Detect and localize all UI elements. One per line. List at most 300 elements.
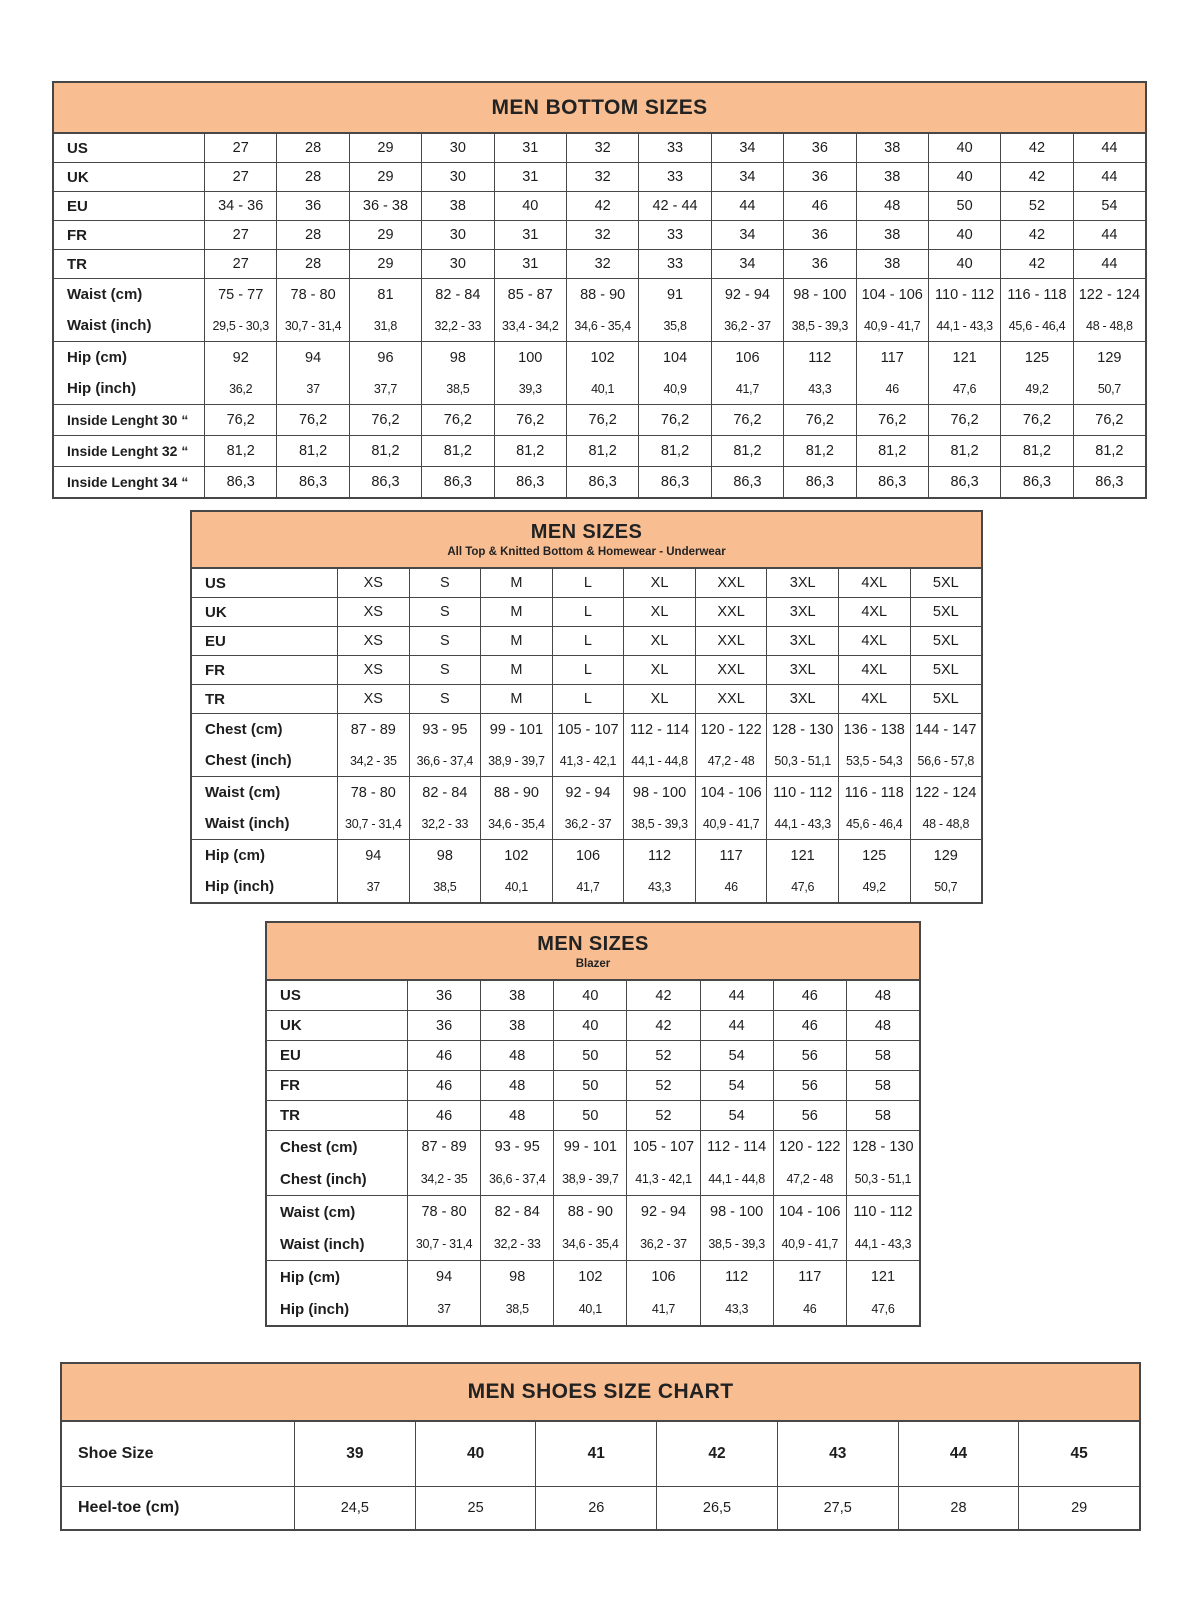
table-cell: 27 (204, 163, 276, 191)
table-cell: 125 (838, 840, 910, 871)
table-cell: 78 - 80 (337, 777, 409, 808)
table-cell: 128 - 130 (766, 714, 838, 745)
table-cell: 112 (700, 1261, 773, 1293)
table-cell: 94 (407, 1261, 480, 1293)
table-title: MEN SIZES (530, 521, 643, 543)
table-cell: 76,2 (1073, 405, 1145, 435)
table-cell: 117 (856, 342, 928, 373)
table-cell: XXL (695, 569, 767, 597)
table-cell: 56 (773, 1071, 846, 1100)
table-cell: 76,2 (566, 405, 638, 435)
table-row (192, 598, 981, 626)
table-cell: 30 (421, 221, 493, 249)
table-cell: 34,2 - 35 (337, 745, 409, 776)
table-cell: 52 (626, 1071, 699, 1100)
row-label: Waist (inch) (205, 815, 290, 832)
table-cell: 86,3 (783, 467, 855, 497)
row-label: FR (67, 226, 87, 244)
table-title: MEN SIZES (537, 932, 649, 955)
table-cell: 32,2 - 33 (409, 808, 481, 839)
table-cell: 28 (276, 250, 348, 278)
table-row (267, 1293, 919, 1325)
table-body (54, 134, 1145, 497)
table-cell: 48 (480, 1101, 553, 1130)
table-cell: 44,1 - 44,8 (623, 745, 695, 776)
row-group (267, 1070, 919, 1100)
table-cell: 76,2 (711, 405, 783, 435)
table-cell: 38,5 - 39,3 (623, 808, 695, 839)
table-cell: 33 (638, 163, 710, 191)
table-cell: 44 (700, 981, 773, 1010)
table-cell: 28 (276, 163, 348, 191)
table-cell: 40 (415, 1422, 536, 1486)
table-cell: 128 - 130 (846, 1131, 919, 1163)
table-cell: 122 - 124 (1073, 279, 1145, 310)
table-cell: 105 - 107 (626, 1131, 699, 1163)
table-cell: 3XL (766, 569, 838, 597)
table-cell: 104 (638, 342, 710, 373)
table-body (192, 569, 981, 902)
table-cell: 36 (783, 221, 855, 249)
table-cell: 92 (204, 342, 276, 373)
table-cell: 125 (1000, 342, 1072, 373)
table-cell: 42 (1000, 250, 1072, 278)
table-row (267, 1261, 919, 1293)
table-cell: 46 (407, 1041, 480, 1070)
table-cell: 44 (1073, 250, 1145, 278)
table-cell: 56 (773, 1101, 846, 1130)
table-cell: 32,2 - 33 (480, 1228, 553, 1260)
table-cell: 81,2 (276, 436, 348, 466)
table-cell: 41,3 - 42,1 (552, 745, 624, 776)
table-cell: 36 (783, 250, 855, 278)
table-cell: 34 (711, 250, 783, 278)
table-cell: 4XL (838, 627, 910, 655)
table-cell: XS (337, 569, 409, 597)
row-group (54, 404, 1145, 435)
table-cell: 106 (626, 1261, 699, 1293)
table-cell: 44,1 - 43,3 (766, 808, 838, 839)
row-label: Chest (inch) (205, 752, 292, 769)
table-row (267, 1228, 919, 1260)
table-cell: S (409, 685, 481, 713)
row-group (54, 435, 1145, 466)
table-cell: 53,5 - 54,3 (838, 745, 910, 776)
table-cell: 116 - 118 (1000, 279, 1072, 310)
table-cell: 121 (928, 342, 1000, 373)
row-label: UK (205, 603, 227, 621)
table-cell: 86,3 (349, 467, 421, 497)
table-cell: 29 (349, 163, 421, 191)
table-row (54, 163, 1145, 191)
table-row (192, 656, 981, 684)
row-label: Heel-toe (cm) (78, 1499, 180, 1516)
table-cell: 38,9 - 39,7 (553, 1163, 626, 1195)
table-cell: 93 - 95 (409, 714, 481, 745)
table-cell: 34,6 - 35,4 (553, 1228, 626, 1260)
table-cell: 93 - 95 (480, 1131, 553, 1163)
row-group (192, 655, 981, 684)
table-cell: 34 - 36 (204, 192, 276, 220)
table-cell: 78 - 80 (407, 1196, 480, 1228)
table-cell: 37 (337, 871, 409, 902)
table-cell: 34 (711, 163, 783, 191)
table-cell: 4XL (838, 685, 910, 713)
table-cell: XL (623, 685, 695, 713)
table-cell: 86,3 (1000, 467, 1072, 497)
row-label: Inside Lenght 30 “ (67, 412, 189, 428)
table-cell: 41,3 - 42,1 (626, 1163, 699, 1195)
table-subtitle: All Top & Knitted Bottom & Homewear - Underwear (447, 546, 726, 558)
table-cell: S (409, 656, 481, 684)
row-label: Hip (inch) (67, 380, 137, 397)
table-cell: 58 (846, 1101, 919, 1130)
table-cell: L (552, 569, 624, 597)
table-cell: 49,2 (838, 871, 910, 902)
row-label: Inside Lenght 34 “ (67, 474, 189, 490)
table-cell: 38 (480, 1011, 553, 1040)
row-group (54, 191, 1145, 220)
table-cell: 48 (846, 1011, 919, 1040)
table-cell: 112 - 114 (623, 714, 695, 745)
table-header (267, 923, 919, 981)
table-cell: 41 (535, 1422, 656, 1486)
row-label: Hip (inch) (280, 1300, 350, 1318)
table-cell: 34,6 - 35,4 (480, 808, 552, 839)
table-cell: 92 - 94 (552, 777, 624, 808)
row-label: Hip (inch) (205, 878, 275, 895)
table-cell: 38 (856, 134, 928, 162)
table-cell: 29,5 - 30,3 (204, 310, 276, 341)
table-cell: 4XL (838, 598, 910, 626)
table-cell: 54 (1073, 192, 1145, 220)
row-label: EU (205, 632, 226, 650)
table-cell: 86,3 (276, 467, 348, 497)
row-label: Chest (cm) (280, 1138, 358, 1156)
table-cell: 44,1 - 44,8 (700, 1163, 773, 1195)
row-label: Hip (cm) (205, 847, 265, 864)
row-label: Waist (inch) (67, 317, 152, 334)
table-cell: 27 (204, 250, 276, 278)
table-cell: 40,9 - 41,7 (773, 1228, 846, 1260)
row-label: US (205, 574, 226, 592)
table-cell: S (409, 627, 481, 655)
table-cell: 144 - 147 (910, 714, 982, 745)
row-label: Waist (cm) (280, 1203, 356, 1221)
table-cell: 32 (566, 134, 638, 162)
table-cell: 48 - 48,8 (910, 808, 982, 839)
table-cell: 40,1 (553, 1293, 626, 1325)
table-cell: 42 - 44 (638, 192, 710, 220)
row-label: US (280, 987, 301, 1004)
table-cell: 5XL (910, 569, 982, 597)
row-group (192, 569, 981, 597)
table-cell: 47,2 - 48 (695, 745, 767, 776)
table-cell: 98 - 100 (623, 777, 695, 808)
table-cell: 81,2 (204, 436, 276, 466)
table-cell: 42 (1000, 134, 1072, 162)
table-cell: 5XL (910, 598, 982, 626)
table-cell: 29 (349, 221, 421, 249)
table-cell: 121 (766, 840, 838, 871)
row-label: TR (67, 255, 87, 273)
table-cell: 45,6 - 46,4 (1000, 310, 1072, 341)
table-cell: L (552, 685, 624, 713)
table-cell: 46 (407, 1101, 480, 1130)
table-cell: 42 (566, 192, 638, 220)
table-cell: 120 - 122 (695, 714, 767, 745)
table-cell: 76,2 (928, 405, 1000, 435)
table-cell: 46 (407, 1071, 480, 1100)
table-cell: 36,6 - 37,4 (480, 1163, 553, 1195)
table-cell: 81,2 (783, 436, 855, 466)
men-shoes-size-chart-table (60, 1362, 1141, 1531)
table-row (54, 373, 1145, 404)
table-row (267, 1071, 919, 1100)
table-cell: 82 - 84 (421, 279, 493, 310)
table-cell: XL (623, 627, 695, 655)
table-cell: 94 (276, 342, 348, 373)
table-cell: 50 (553, 1071, 626, 1100)
table-cell: 129 (910, 840, 982, 871)
table-cell: 5XL (910, 685, 982, 713)
table-row (267, 981, 919, 1010)
table-cell: 86,3 (928, 467, 1000, 497)
table-cell: 104 - 106 (695, 777, 767, 808)
row-group (54, 162, 1145, 191)
table-cell: 48 (846, 981, 919, 1010)
table-cell: 5XL (910, 656, 982, 684)
table-cell: 81,2 (349, 436, 421, 466)
table-cell: 38,9 - 39,7 (480, 745, 552, 776)
row-label: Waist (inch) (280, 1235, 365, 1253)
table-cell: 42 (656, 1422, 777, 1486)
row-group (54, 278, 1145, 341)
table-cell: 26 (535, 1487, 656, 1529)
table-cell: 87 - 89 (337, 714, 409, 745)
men-bottom-sizes-table (52, 81, 1147, 499)
table-cell: 76,2 (204, 405, 276, 435)
table-cell: 34 (711, 134, 783, 162)
row-group (267, 1195, 919, 1260)
table-cell: 31,8 (349, 310, 421, 341)
men-sizes-top-table (190, 510, 983, 904)
table-cell: L (552, 598, 624, 626)
table-cell: 50 (553, 1101, 626, 1130)
table-cell: 40 (553, 1011, 626, 1040)
table-cell: 76,2 (349, 405, 421, 435)
table-cell: XS (337, 656, 409, 684)
table-cell: 34,6 - 35,4 (566, 310, 638, 341)
table-cell: 37 (276, 373, 348, 404)
table-cell: XS (337, 598, 409, 626)
row-group (62, 1422, 1139, 1486)
table-cell: 24,5 (294, 1487, 415, 1529)
table-cell: M (480, 627, 552, 655)
table-cell: 96 (349, 342, 421, 373)
table-cell: 40,9 (638, 373, 710, 404)
row-group (192, 626, 981, 655)
table-cell: 54 (700, 1101, 773, 1130)
table-row (54, 405, 1145, 435)
row-label: Chest (cm) (205, 721, 283, 738)
table-cell: M (480, 569, 552, 597)
table-cell: 81,2 (1073, 436, 1145, 466)
table-cell: 29 (1018, 1487, 1139, 1529)
table-cell: 81,2 (494, 436, 566, 466)
table-cell: 81,2 (566, 436, 638, 466)
table-cell: 4XL (838, 656, 910, 684)
table-cell: 44,1 - 43,3 (928, 310, 1000, 341)
table-cell: 30,7 - 31,4 (407, 1228, 480, 1260)
table-cell: 28 (276, 221, 348, 249)
table-row (267, 1011, 919, 1040)
table-cell: 46 (773, 1293, 846, 1325)
table-row (54, 467, 1145, 497)
table-cell: 105 - 107 (552, 714, 624, 745)
table-cell: 33 (638, 221, 710, 249)
table-cell: 29 (349, 134, 421, 162)
row-group (267, 1010, 919, 1040)
row-label: Shoe Size (78, 1445, 154, 1462)
table-cell: 52 (1000, 192, 1072, 220)
table-row (192, 627, 981, 655)
table-cell: 44 (711, 192, 783, 220)
table-row (192, 871, 981, 902)
table-cell: 41,7 (552, 871, 624, 902)
table-cell: 75 - 77 (204, 279, 276, 310)
row-label: EU (280, 1047, 301, 1064)
table-cell: S (409, 569, 481, 597)
table-cell: 40,9 - 41,7 (856, 310, 928, 341)
table-cell: 44 (1073, 163, 1145, 191)
row-group (54, 220, 1145, 249)
table-cell: 112 - 114 (700, 1131, 773, 1163)
table-cell: 54 (700, 1071, 773, 1100)
row-label: EU (67, 197, 88, 215)
table-cell: 98 (480, 1261, 553, 1293)
table-cell: 34 (711, 221, 783, 249)
table-cell: L (552, 656, 624, 684)
row-group (54, 134, 1145, 162)
table-cell: XL (623, 656, 695, 684)
table-cell: 50,3 - 51,1 (766, 745, 838, 776)
table-cell: 58 (846, 1041, 919, 1070)
table-cell: 88 - 90 (553, 1196, 626, 1228)
table-cell: 50 (928, 192, 1000, 220)
table-cell: 116 - 118 (838, 777, 910, 808)
table-cell: 88 - 90 (480, 777, 552, 808)
row-label: Hip (cm) (67, 349, 127, 366)
table-cell: M (480, 656, 552, 684)
row-group (267, 1260, 919, 1325)
table-cell: XL (623, 569, 695, 597)
table-cell: 81 (349, 279, 421, 310)
table-cell: 49,2 (1000, 373, 1072, 404)
table-cell: 102 (553, 1261, 626, 1293)
table-cell: 27 (204, 134, 276, 162)
table-cell: 3XL (766, 598, 838, 626)
table-cell: 36,6 - 37,4 (409, 745, 481, 776)
table-cell: 36 (276, 192, 348, 220)
table-row (54, 192, 1145, 220)
table-row (54, 310, 1145, 341)
row-group (62, 1486, 1139, 1529)
table-cell: L (552, 627, 624, 655)
table-cell: 50,7 (1073, 373, 1145, 404)
table-cell: XXL (695, 656, 767, 684)
table-cell: 3XL (766, 685, 838, 713)
table-cell: 87 - 89 (407, 1131, 480, 1163)
table-cell: 52 (626, 1041, 699, 1070)
table-cell: 42 (626, 981, 699, 1010)
table-cell: 41,7 (626, 1293, 699, 1325)
table-cell: 40 (928, 163, 1000, 191)
table-cell: 110 - 112 (928, 279, 1000, 310)
row-group (192, 713, 981, 776)
table-cell: 86,3 (204, 467, 276, 497)
table-cell: 38 (856, 163, 928, 191)
table-row (192, 840, 981, 871)
table-cell: M (480, 598, 552, 626)
table-cell: 33 (638, 250, 710, 278)
table-cell: 31 (494, 163, 566, 191)
table-cell: 117 (695, 840, 767, 871)
table-row (192, 714, 981, 745)
table-cell: 92 - 94 (626, 1196, 699, 1228)
table-cell: 136 - 138 (838, 714, 910, 745)
table-cell: 99 - 101 (553, 1131, 626, 1163)
table-cell: 81,2 (1000, 436, 1072, 466)
table-cell: XXL (695, 627, 767, 655)
table-row (192, 569, 981, 597)
table-cell: 3XL (766, 627, 838, 655)
table-cell: 86,3 (566, 467, 638, 497)
row-label: UK (280, 1017, 302, 1034)
table-cell: 112 (623, 840, 695, 871)
table-cell: XL (623, 598, 695, 626)
table-cell: 76,2 (494, 405, 566, 435)
table-body (62, 1422, 1139, 1529)
table-cell: 33,4 - 34,2 (494, 310, 566, 341)
table-row (62, 1487, 1139, 1529)
row-label: Inside Lenght 32 “ (67, 443, 189, 459)
table-cell: M (480, 685, 552, 713)
table-cell: 5XL (910, 627, 982, 655)
table-cell: 43,3 (783, 373, 855, 404)
table-cell: 42 (626, 1011, 699, 1040)
table-cell: 40,1 (566, 373, 638, 404)
table-cell: 85 - 87 (494, 279, 566, 310)
table-cell: 81,2 (711, 436, 783, 466)
men-sizes-blazer-table (265, 921, 921, 1327)
table-cell: 38,5 - 39,3 (700, 1228, 773, 1260)
table-cell: 36,2 (204, 373, 276, 404)
table-cell: 31 (494, 134, 566, 162)
table-cell: XXL (695, 598, 767, 626)
row-group (267, 1040, 919, 1070)
table-cell: 46 (783, 192, 855, 220)
table-cell: 117 (773, 1261, 846, 1293)
table-cell: 32 (566, 250, 638, 278)
table-cell: 36,2 - 37 (711, 310, 783, 341)
table-cell: 34,2 - 35 (407, 1163, 480, 1195)
table-row (54, 134, 1145, 162)
table-cell: 54 (700, 1041, 773, 1070)
table-cell: 76,2 (783, 405, 855, 435)
table-cell: 40 (928, 250, 1000, 278)
table-cell: 40 (494, 192, 566, 220)
